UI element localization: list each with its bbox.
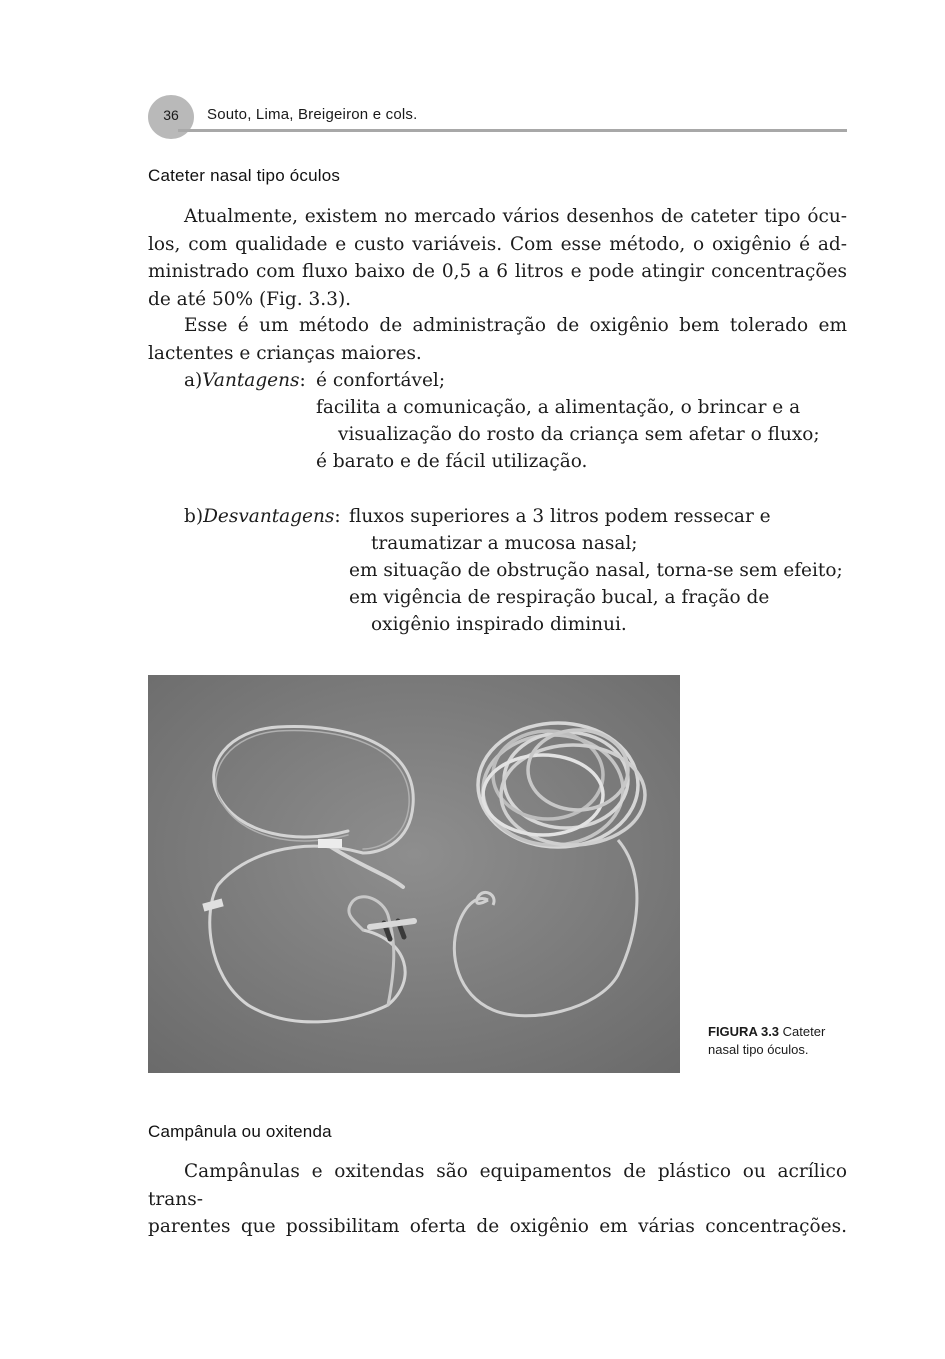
figure-photo-nasal-cannula: [148, 675, 680, 1073]
list-marker: a): [184, 370, 203, 391]
caption-text: nasal tipo óculos.: [708, 1042, 809, 1057]
text-line: lactentes e crianças maiores.: [148, 342, 422, 364]
list-label-text: Desvantagens: [203, 506, 335, 527]
list-label-vantagens: [184, 367, 306, 395]
figure-caption: [708, 1023, 858, 1059]
text-line: los, com qualidade e custo variáveis. Com esse método, o oxigênio é ad-: [148, 233, 847, 255]
paragraph-cateter-tolerance: [148, 312, 847, 367]
list-marker: b): [184, 506, 204, 527]
list-item: é confortável;: [316, 370, 446, 391]
text-line: Esse é um método de administração de oxigênio bem tolerado em: [184, 315, 847, 336]
caption-text: Cateter: [782, 1024, 826, 1039]
list-item: em situação de obstrução nasal, torna-se sem efeito;: [349, 560, 843, 581]
list-label-colon: :: [299, 370, 306, 391]
page-number: 36: [163, 107, 179, 123]
list-item-continuation: oxigênio inspirado diminui.: [371, 614, 627, 635]
list-item: fluxos superiores a 3 litros podem ressecar e: [349, 506, 771, 527]
list-label-colon: :: [334, 506, 341, 527]
text-line: Campânulas e oxitendas são equipamentos de plástico ou acrílico trans-: [148, 1161, 847, 1210]
list-item: é barato e de fácil utilização.: [316, 451, 588, 472]
list-label-text: Vantagens: [202, 370, 300, 391]
section-title-campanula: Campânula ou oxitenda: [148, 1122, 332, 1141]
page-header: [148, 95, 847, 135]
cannula-illustration: [148, 675, 680, 1073]
text-line: de até 50% (Fig. 3.3).: [148, 288, 352, 310]
paragraph-campanula: [148, 1158, 847, 1241]
caption-label: FIGURA 3.3: [708, 1024, 780, 1039]
tube-end: [318, 839, 342, 848]
text-line: Atualmente, existem no mercado vários desenhos de cateter tipo ócu-: [184, 206, 847, 227]
text-line: ministrado com fluxo baixo de 0,5 a 6 litros e pode atingir concentrações: [148, 261, 847, 282]
list-item: facilita a comunicação, a alimentação, o brincar e a: [316, 397, 801, 418]
section-title-cateter: Cateter nasal tipo óculos: [148, 166, 341, 185]
list-item-continuation: traumatizar a mucosa nasal;: [371, 533, 638, 554]
paragraph-cateter-intro: [148, 203, 847, 313]
header-rule: [178, 129, 847, 132]
list-item-continuation: visualização do rosto da criança sem afetar o fluxo;: [338, 424, 820, 445]
list-item: em vigência de respiração bucal, a fração de: [349, 587, 770, 608]
text-line: parentes que possibilitam oferta de oxigênio em várias concentrações.: [148, 1216, 847, 1237]
list-label-desvantagens: [184, 503, 341, 531]
running-head: Souto, Lima, Breigeiron e cols.: [207, 106, 418, 123]
